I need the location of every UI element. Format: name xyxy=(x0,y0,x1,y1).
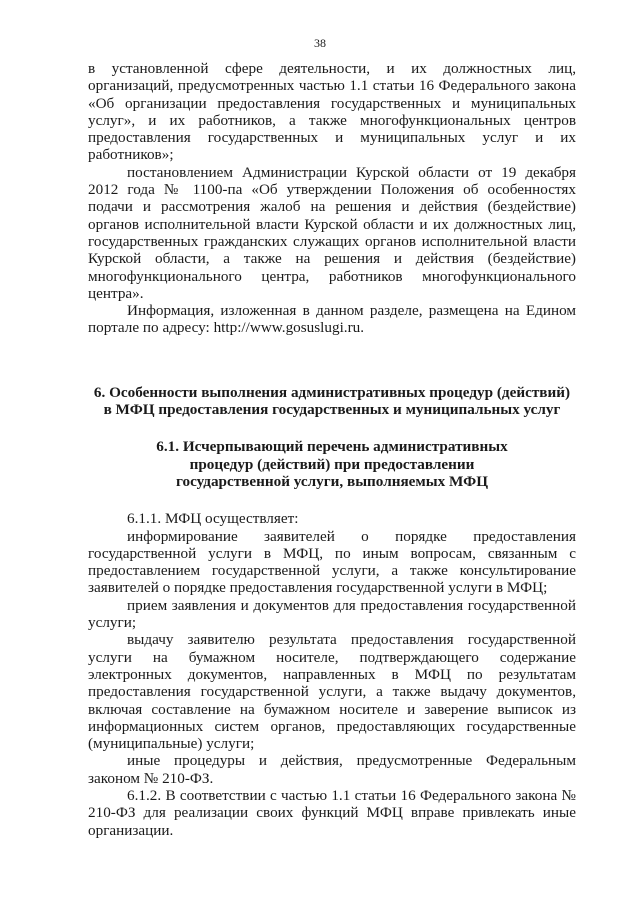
list-item-reception: прием заявления и документов для предоставления государственной услуги; xyxy=(88,596,576,632)
paragraph-6-1-1: 6.1.1. МФЦ осуществляет: xyxy=(127,510,299,528)
list-item-informing: информирование заявителей о порядке предоставления государственной услуги в МФЦ, по иным вопросам, связанным с предоставлением государственной услуги, а также консультирование заявителей о порядке предоставления государственной услуги в МФЦ; xyxy=(88,527,576,597)
section-6-heading: 6. Особенности выполнения административных процедур (действий) в МФЦ предоставления государственных и муниципальных услуг xyxy=(93,383,571,419)
page-number: 38 xyxy=(314,36,326,50)
paragraph-portal-info: Информация, изложенная в данном разделе, размещена на Едином портале по адресу: http://www.gosuslugi.ru. xyxy=(88,302,576,337)
list-item-issuance: выдачу заявителю результата предоставления государственной услуги на бумажном носителе, подтверждающего содержание электронных документов, направленных в МФЦ по результатам предоставления государственной услуги, а также выдачу документов, включая составление на бумажном носителе и заверение выписок из информационных систем органов, предоставляющих государственные (муниципальные) услуги; xyxy=(88,631,576,753)
paragraph-continuation: в установленной сфере деятельности, и их должностных лиц, организаций, предусмотренных частью 1.1 статьи 16 Федерального закона «Об организации предоставления государственных и муниципальных услуг», и их работников, а также многофункциональных центров предоставления государственных и муниципальных услуг и их работников»; xyxy=(88,60,576,164)
page-content xyxy=(88,60,576,839)
list-item-other-procedures: иные процедуры и действия, предусмотренные Федеральным законом № 210-ФЗ. xyxy=(88,752,576,787)
section-6-1-heading: 6.1. Исчерпывающий перечень административных процедур (действий) при предоставлении государственной услуги, выполняемых МФЦ xyxy=(156,438,508,490)
paragraph-resolution: постановлением Администрации Курской области от 19 декабря 2012 года № 1100-па «Об утверждении Положения об особенностях подачи и рассмотрения жалоб на решения и действия (бездействие) органов исполнительной власти Курской области и их должностных лиц, государственных гражданских служащих органов исполнительной власти Курской области, а также на решения и действия (бездействие) многофункционального центра, работников многофункционального центра». xyxy=(88,163,576,302)
paragraph-6-1-2: 6.1.2. В соответствии с частью 1.1 статьи 16 Федерального закона № 210-ФЗ для реализации своих функций МФЦ вправе привлекать иные организации. xyxy=(88,786,576,839)
